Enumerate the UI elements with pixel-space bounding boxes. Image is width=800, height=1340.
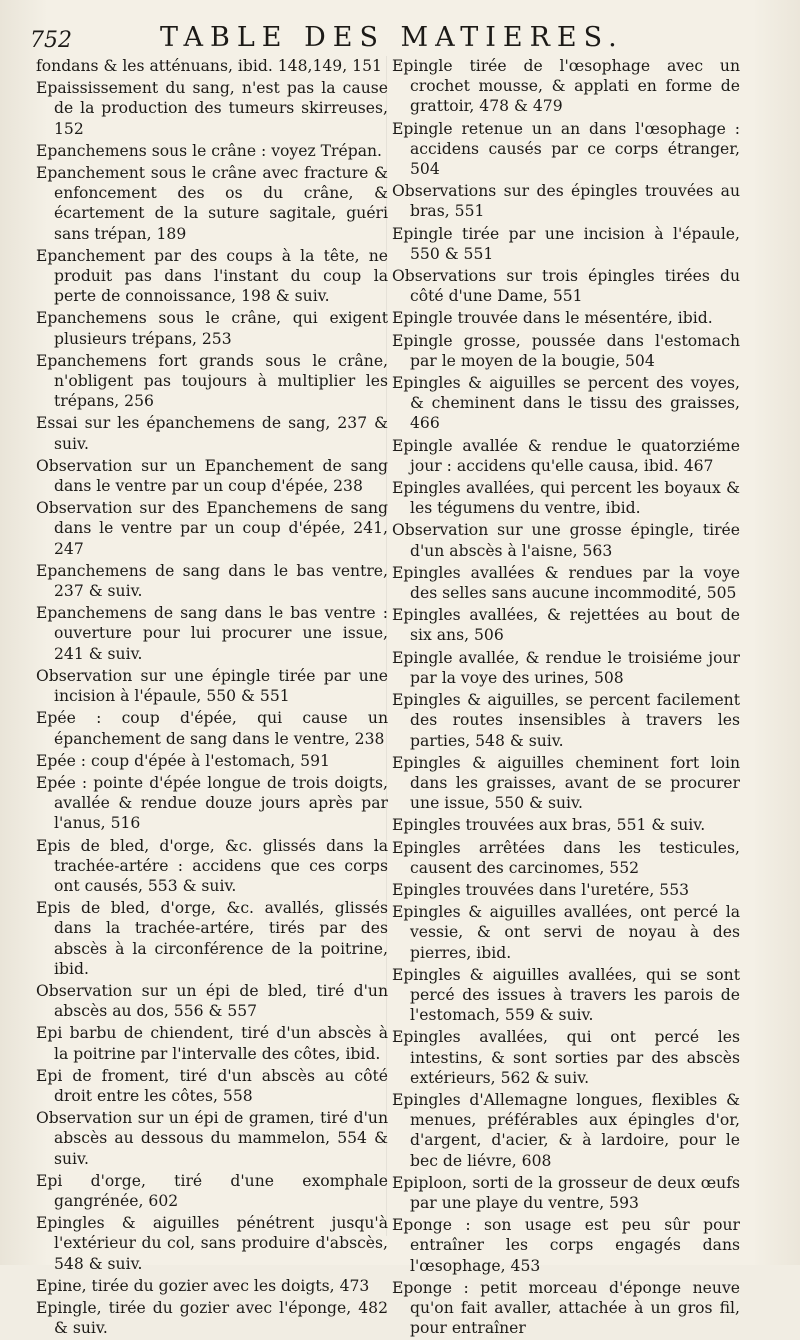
index-entry-text: Observation sur des Epanchemens de sang dans le ventre par un coup d'épée, 241, 247	[36, 499, 388, 558]
index-entry	[36, 898, 388, 979]
index-entry	[392, 880, 740, 900]
index-entry-text: Epanchement sous le crâne avec fracture & enfoncement des os du crâne, & écartement de la suture sagitale, guéri sans trépan, 189	[36, 164, 388, 243]
index-entry	[36, 1298, 388, 1338]
index-entry	[392, 1027, 740, 1088]
index-entry-text: Epingles avallées, & rejettées au bout de six ans, 506	[392, 606, 740, 645]
index-entry	[392, 563, 740, 603]
index-entry-text: Epingles trouvées aux bras, 551 & suiv.	[392, 816, 706, 835]
index-entry-text: Epingles d'Allemagne longues, flexibles & menues, préférables aux épingles d'or, d'argent, d'acier, & à lardoire, pour le bec de liévre, 608	[392, 1090, 740, 1170]
index-entry	[36, 413, 388, 453]
index-entry	[392, 838, 740, 878]
index-column-left	[36, 56, 388, 1340]
index-entry-text: Eponge : petit morceau d'éponge neuve qu'on fait avaller, attachée à un gros fil, pour entraîner	[392, 1278, 740, 1338]
index-entry-text: Epingles arrêtées dans les testicules, causent des carcinomes, 552	[392, 838, 740, 877]
index-entry-text: Epingle grosse, poussée dans l'estomach par le moyen de la bougie, 504	[392, 331, 740, 370]
running-title: TABLE DES MATIERES.	[160, 22, 624, 53]
index-entry-text: Epée : coup d'épée, qui cause un épanchement de sang dans le ventre, 238	[36, 709, 388, 748]
index-entry-text: Epingles & aiguilles cheminent fort loin dans les graisses, avant de se procurer une issue, 550 & suiv.	[392, 753, 740, 813]
index-column-right	[392, 56, 740, 1340]
index-entry	[392, 1173, 740, 1213]
index-entry	[392, 266, 740, 306]
index-entry	[36, 141, 388, 161]
index-entry-text: Observation sur une grosse épingle, tirée d'un abscès à l'aisne, 563	[392, 521, 740, 560]
index-entry-text: Epingle trouvée dans le mésentére, ibid.	[392, 309, 713, 328]
index-entry	[392, 56, 740, 117]
index-entry	[36, 56, 388, 76]
index-entry	[36, 78, 388, 139]
index-entry	[392, 605, 740, 645]
index-entry-text: Epis de bled, d'orge, &c. avallés, glissés dans la trachée-artére, tirés par des abscès à la circonférence de la poitrine, ibid.	[36, 899, 388, 978]
index-entry-text: Epi de froment, tiré d'un abscès au côté droit entre les côtes, 558	[36, 1066, 388, 1105]
index-entry	[392, 648, 740, 688]
index-entry-text: Epingle retenue un an dans l'œsophage : accidens causés par ce corps étranger, 504	[392, 119, 740, 179]
index-entry-text: Epingles & aiguilles pénétrent jusqu'à l'extérieur du col, sans produire d'abscès, 548 & suiv.	[36, 1214, 388, 1273]
index-entry	[36, 498, 388, 559]
index-entry	[36, 351, 388, 412]
index-entry	[392, 373, 740, 434]
index-entry-text: Observations sur trois épingles tirées du côté d'une Dame, 551	[392, 267, 740, 306]
index-entry-text: Epingles & aiguilles se percent des voyes, & cheminent dans le tissu des graisses, 466	[392, 374, 740, 433]
index-entry-text: Epingle avallée, & rendue le troisiéme jour par la voye des urines, 508	[392, 648, 740, 687]
page-number: 752	[30, 28, 72, 53]
index-entry	[392, 753, 740, 814]
index-entry	[36, 456, 388, 496]
index-entry-text: Epingles trouvées dans l'uretére, 553	[392, 880, 690, 899]
index-entry	[392, 690, 740, 751]
index-entry	[392, 308, 740, 328]
index-entry-text: Eponge : son usage est peu sûr pour entraîner les corps engagés dans l'œsophage, 453	[392, 1216, 740, 1275]
index-entry	[392, 224, 740, 264]
index-entry	[36, 1108, 388, 1169]
index-entry	[392, 119, 740, 180]
index-entry-text: Epis de bled, d'orge, &c. glissés dans la trachée-artére : accidens que ces corps ont causés, 553 & suiv.	[36, 836, 388, 895]
index-entry-text: Epaississement du sang, n'est pas la cause de la production des tumeurs skirreuses, 152	[36, 79, 388, 138]
index-entry	[392, 520, 740, 560]
index-entry	[392, 965, 740, 1026]
index-entry	[36, 751, 388, 771]
index-entry	[36, 836, 388, 897]
index-entry-text: Observation sur un épi de bled, tiré d'un abscès au dos, 556 & 557	[36, 981, 388, 1021]
index-entry	[36, 1066, 388, 1106]
index-entry-text: Epingles & aiguilles avallées, ont percé la vessie, & ont servi de noyau à des pierres, ibid.	[392, 903, 740, 962]
index-entry	[36, 1171, 388, 1211]
index-entry-text: Epi d'orge, tiré d'une exomphale gangrénée, 602	[36, 1171, 388, 1210]
index-entry	[36, 708, 388, 748]
index-entry-text: fondans & les atténuans, ibid. 148,149, 151	[36, 57, 382, 75]
index-entry	[392, 902, 740, 963]
index-entry-text: Epanchemens sous le crâne, qui exigent plusieurs trépans, 253	[36, 309, 388, 348]
index-entry-text: Observation sur une épingle tirée par une incision à l'épaule, 550 & 551	[36, 666, 388, 706]
index-entry-text: Epingle tirée de l'œsophage avec un crochet mousse, & applati en forme de grattoir, 478 & 479	[392, 57, 740, 116]
index-entry-text: Epi barbu de chiendent, tiré d'un abscès à la poitrine par l'intervalle des côtes, ibid.	[36, 1024, 388, 1063]
index-entry	[36, 666, 388, 706]
index-entry-text: Observation sur un épi de gramen, tiré d'un abscès au dessous du mammelon, 554 & suiv.	[36, 1109, 388, 1168]
index-entry-text: Epanchemens sous le crâne : voyez Trépan.	[36, 141, 382, 160]
index-entry	[36, 163, 388, 244]
index-entry-text: Epiploon, sorti de la grosseur de deux œufs par une playe du ventre, 593	[392, 1173, 740, 1212]
index-entry-text: Epingle tirée par une incision à l'épaule, 550 & 551	[392, 224, 740, 263]
index-entry	[392, 478, 740, 518]
index-entry	[36, 981, 388, 1021]
index-entry	[392, 331, 740, 371]
index-entry-text: Epanchemens fort grands sous le crâne, n'obligent pas toujours à multiplier les trépans, 256	[36, 351, 388, 411]
index-entry-text: Essai sur les épanchemens de sang, 237 & suiv.	[36, 414, 388, 453]
index-entry	[36, 773, 388, 834]
index-entry-text: Epingle, tirée du gozier avec l'éponge, 482 & suiv.	[36, 1298, 388, 1338]
index-entry	[392, 815, 740, 835]
index-entry	[392, 1215, 740, 1276]
index-entry	[36, 308, 388, 348]
index-entry-text: Epingles avallées, qui ont percé les intestins, & sont sorties par des abscès extérieurs, 562 & suiv.	[392, 1028, 740, 1087]
index-entry-text: Epanchemens de sang dans le bas ventre, 237 & suiv.	[36, 561, 388, 601]
index-entry-text: Epingles avallées & rendues par la voye des selles sans aucune incommodité, 505	[392, 563, 740, 603]
index-entry-text: Observations sur des épingles trouvées au bras, 551	[392, 182, 740, 221]
index-entry-text: Epanchement par des coups à la tête, ne produit pas dans l'instant du coup la perte de connoissance, 198 & suiv.	[36, 246, 388, 306]
index-entry	[392, 1090, 740, 1171]
index-entry-text: Epée : coup d'épée à l'estomach, 591	[36, 751, 330, 770]
index-entry	[36, 1023, 388, 1063]
index-entry-text: Observation sur un Epanchement de sang dans le ventre par un coup d'épée, 238	[36, 456, 388, 496]
index-entry-text: Epanchemens de sang dans le bas ventre : ouverture pour lui procurer une issue, 241 & suiv.	[36, 604, 388, 663]
index-entry-text: Epine, tirée du gozier avec les doigts, 473	[36, 1276, 370, 1295]
index-entry	[36, 561, 388, 601]
index-entry-text: Epingles & aiguilles, se percent facilement des routes insensibles à travers les parties, 548 & suiv.	[392, 691, 740, 750]
index-entry	[392, 181, 740, 221]
index-entry	[36, 246, 388, 307]
index-entry-text: Epingles & aiguilles avallées, qui se sont percé des issues à travers les parois de l'estomach, 559 & suiv.	[392, 965, 740, 1025]
index-entry	[36, 603, 388, 664]
index-entry-text: Epée : pointe d'épée longue de trois doigts, avallée & rendue douze jours après par l'anus, 516	[36, 773, 388, 833]
index-entry	[392, 436, 740, 476]
index-entry	[392, 1278, 740, 1339]
index-entry-text: Epingle avallée & rendue le quatorziéme jour : accidens qu'elle causa, ibid. 467	[392, 436, 740, 475]
index-entry-text: Epingles avallées, qui percent les boyaux & les tégumens du ventre, ibid.	[392, 479, 740, 518]
index-entry	[36, 1276, 388, 1296]
